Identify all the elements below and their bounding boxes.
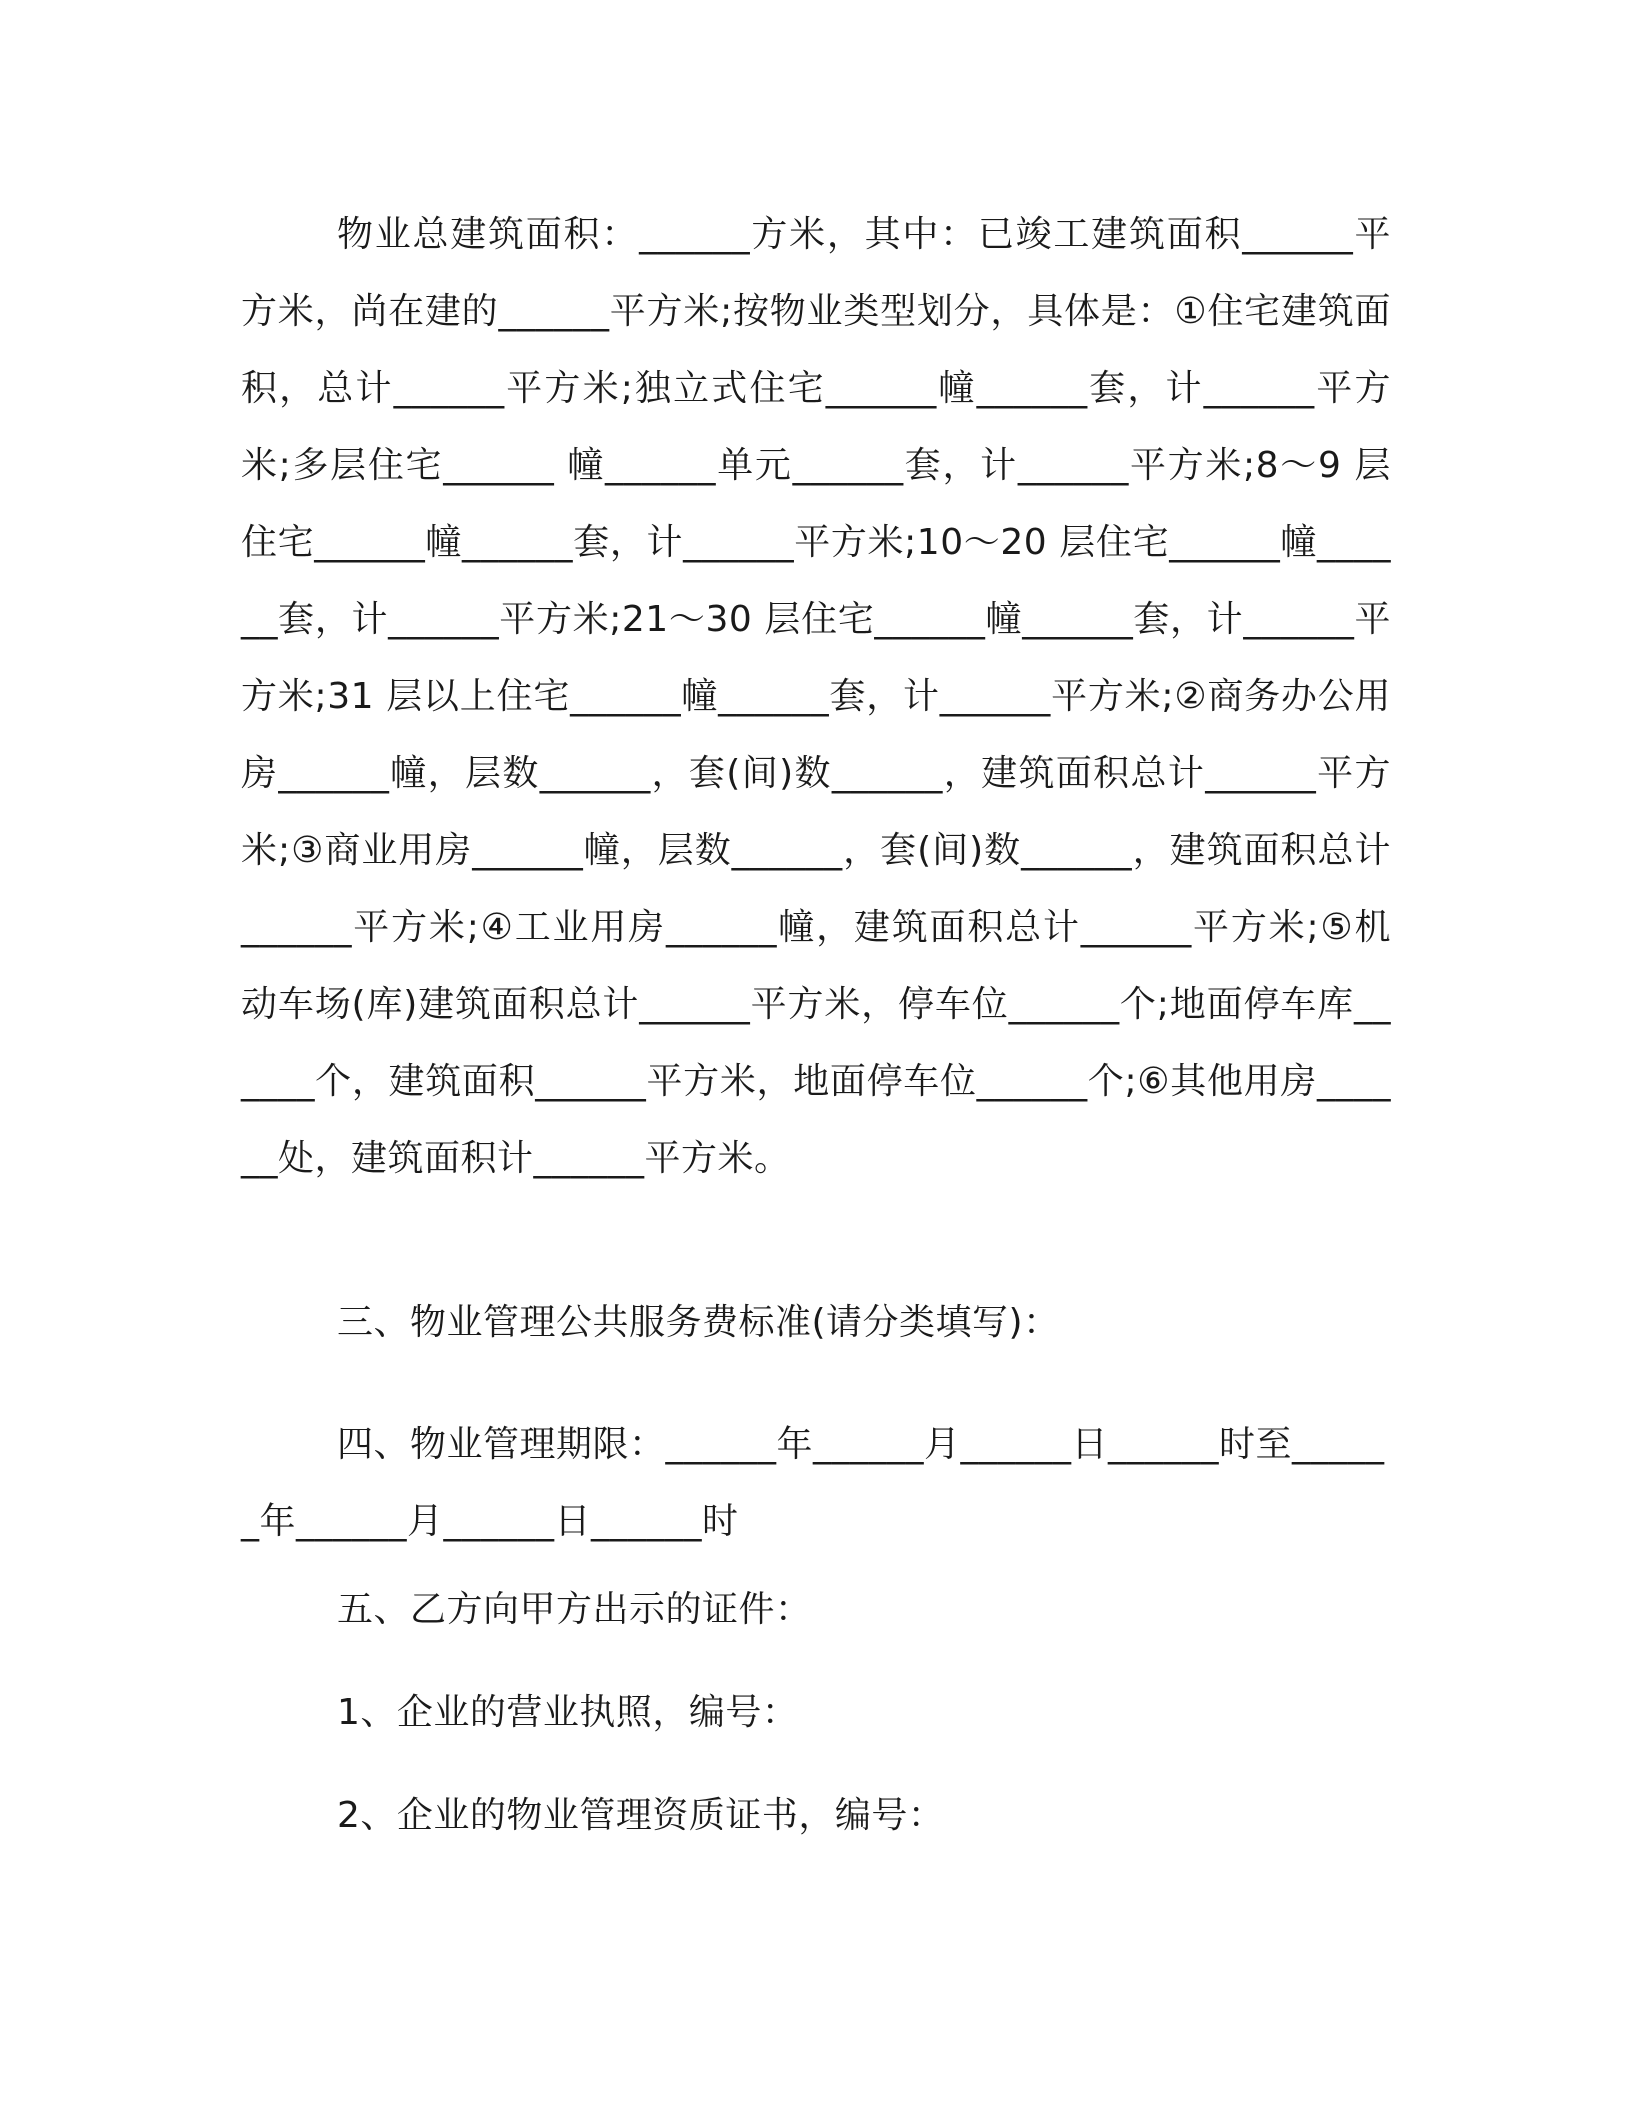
item-1-business-license: 1、企业的营业执照，编号： xyxy=(337,1692,799,1733)
property-area-paragraph: 物业总建筑面积：______方米，其中：已竣工建筑面积______平方米，尚在建的______平方米;按物业类型划分，具体是：①住宅建筑面积，总计______平方米;独立式住宅______幢______套，计______平方米;多层住宅______ 幢______单元______套，计______平方米;8～9 层住宅______幢______套，计______平方米;10～20 层住宅______幢______套，计______平方米;21～30 层住宅______幢______套，计______平方米;31 层以上住宅______幢______套，计______平方米;②商务办公用房______幢，层数______，套(间)数______，建筑面积总计______平方米;③商业用房______幢，层数______，套(间)数______，建筑面积总计______平方米;④工业用房______幢，建筑面积总计______平方米;⑤机动车场(库)建筑面积总计______平方米，停车位______个;地面停车库______个，建筑面积______平方米，地面停车位______个;⑥其他用房______处，建筑面积计______平方米。 xyxy=(241,214,1391,1179)
section-3-service-fee-heading: 三、物业管理公共服务费标准(请分类填写)： xyxy=(337,1302,1060,1343)
item-2-qualification-certificate: 2、企业的物业管理资质证书，编号： xyxy=(337,1795,945,1836)
section-5-certificates-heading: 五、乙方向甲方出示的证件： xyxy=(337,1589,812,1630)
section-4-management-term: 四、物业管理期限：______年______月______日______时至______年______月______日______时 xyxy=(241,1424,1385,1542)
